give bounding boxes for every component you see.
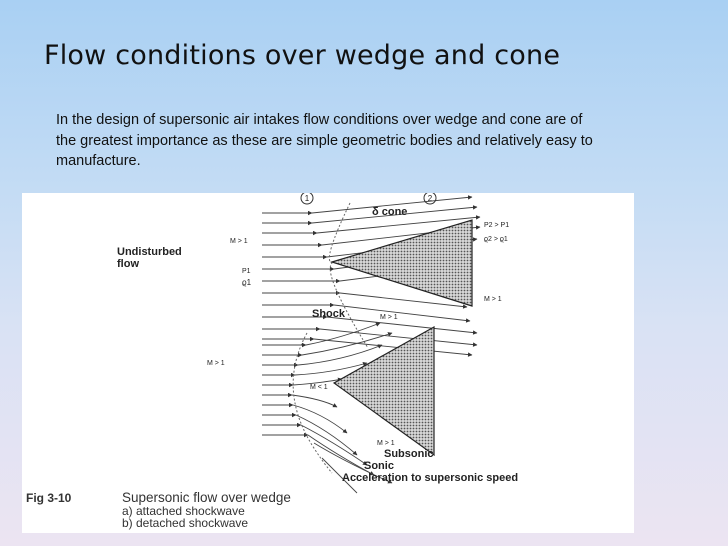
slide-title: Flow conditions over wedge and cone [44,40,561,71]
mach-lt1-label: M < 1 [310,384,328,391]
bottom-mach-top-label: M > 1 [380,314,398,321]
region-1-label: 1 [304,194,310,203]
caption-line-3: b) detached shockwave [122,516,249,530]
bottom-mach-bottom-label: M > 1 [377,440,395,447]
rho1-label: ϱ1 [242,278,252,287]
sonic-label: Sonic [364,460,394,472]
caption-line-2: a) attached shockwave [122,504,245,518]
rho2-label: ϱ2 > ϱ1 [484,236,508,243]
shock-label: Shock [312,308,346,320]
flow-label: flow [117,258,139,270]
mach-in-label: M > 1 [230,238,248,245]
detached-shock-line [293,333,332,473]
wedge-cone-figure [22,193,634,533]
attached-shock-line [329,203,368,348]
delta-cone-label: δ cone [372,206,408,218]
p1-label: P1 [242,268,251,275]
subsonic-label: Subsonic [384,448,434,460]
attached-shock-diagram [117,193,509,355]
mach-out-label: M > 1 [484,296,502,303]
slide-body-text: In the design of supersonic air intakes flow conditions over wedge and cone are of the greatest importance as these are simple geometric bodies and relatively easy to manufacture. [56,112,593,169]
p2-label: P2 > P1 [484,222,510,229]
flow-diagram [22,193,634,533]
bottom-mach-in-label: M > 1 [207,360,225,367]
caption-line-1: Supersonic flow over wedge [122,490,291,505]
region-2-label: 2 [427,194,433,203]
figure-caption [26,490,291,530]
acceleration-label: Acceleration to supersonic speed [342,472,519,484]
fig-label: Fig 3-10 [26,491,72,505]
wedge-shape [332,220,472,306]
undisturbed-label: Undisturbed [117,246,182,258]
bottom-incoming-streamlines [262,345,308,435]
detached-shock-diagram [207,314,518,493]
